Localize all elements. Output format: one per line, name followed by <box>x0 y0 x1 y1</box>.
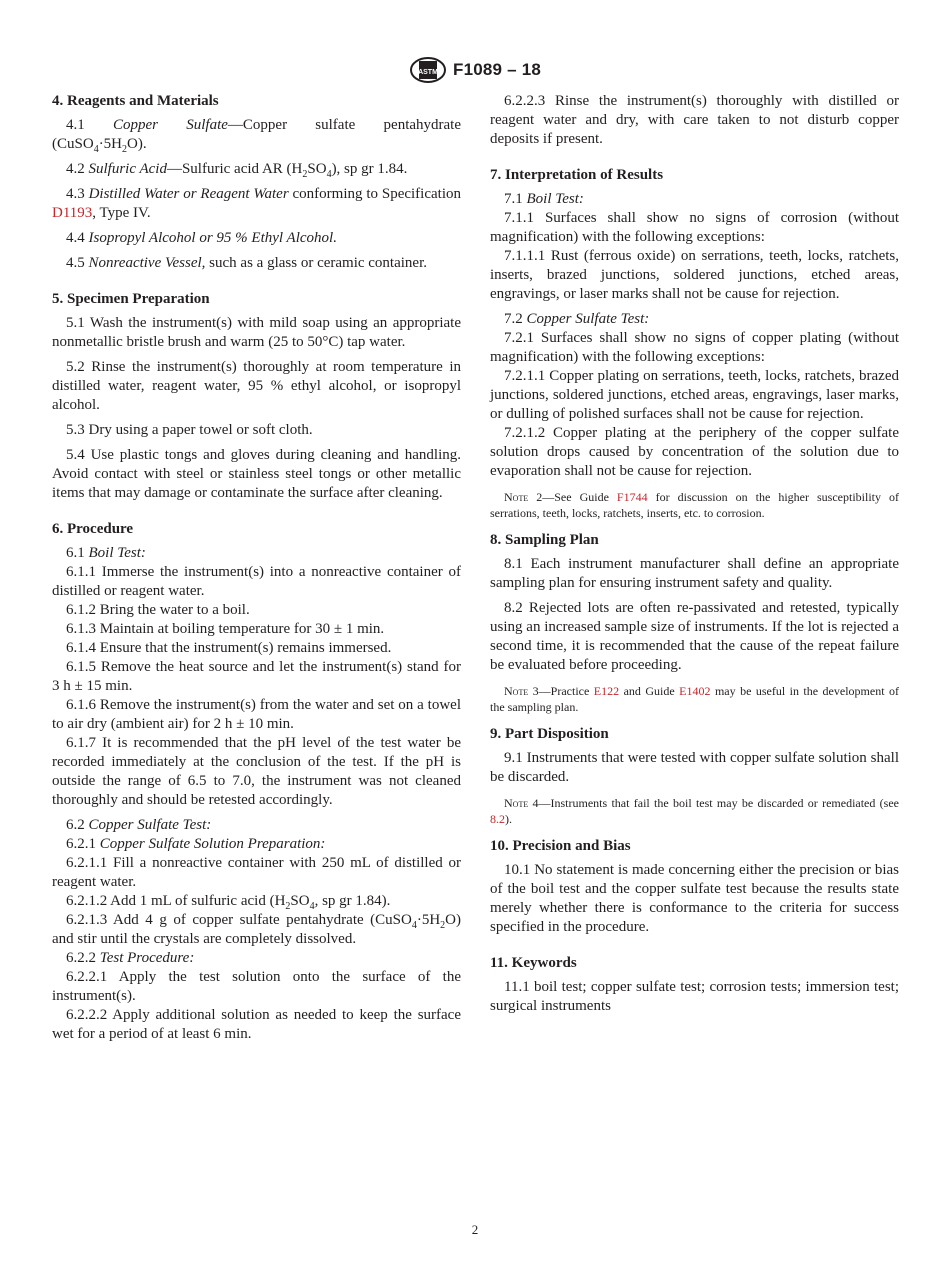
section-heading: 10. Precision and Bias <box>490 838 631 854</box>
paragraph-7-1-1: 7.1.1 Surfaces shall show no signs of corrosion (without magnification) with the following exceptions: <box>490 210 899 245</box>
paragraph-7-2-1: 7.2.1 Surfaces shall show no signs of copper plating (without magnification) with the following exceptions: <box>490 330 899 365</box>
section-heading: 6. Procedure <box>52 521 134 537</box>
section-heading: 4. Reagents and Materials <box>52 93 219 109</box>
paragraph-6-1-6: 6.1.6 Remove the instrument(s) from the water and set on a towel to air dry (ambient air) for 2 h ± 10 min. <box>52 697 461 732</box>
paragraph-4-3: 4.3 Distilled Water or Reagent Water conforming to Specification D1193, Type IV. <box>52 186 461 221</box>
right-column <box>490 92 899 1022</box>
reference-link[interactable]: 8.2 <box>490 812 505 826</box>
section-heading: 5. Specimen Preparation <box>52 291 210 307</box>
section-heading: 11. Keywords <box>490 955 577 971</box>
paragraph-8-2: 8.2 Rejected lots are often re-passivated and retested, typically using an increased sample size of instruments. If the lot is rejected a second time, it is recommended that the cause of the repeat failure be evaluated before proceeding. <box>490 600 899 673</box>
paragraph-7-2-1-1: 7.2.1.1 Copper plating on serrations, teeth, locks, ratchets, brazed junctions, soldered junctions, etched areas, engravings, laser marks, or dulling of polished surfaces shall not be cause for rejection. <box>490 368 899 422</box>
reference-link[interactable]: E1402 <box>679 684 711 698</box>
paragraph-10-1: 10.1 No statement is made concerning either the precision or bias of the boil test and the copper sulfate test because the results state merely whether there is conformance to the criteria for success specified in the procedure. <box>490 862 899 935</box>
paragraph-5-4: 5.4 Use plastic tongs and gloves during cleaning and handling. Avoid contact with steel or stainless steel tongs or other metallic items that may damage or contaminate the surface after cleaning. <box>52 447 461 501</box>
paragraph-7-2-1-2: 7.2.1.2 Copper plating at the periphery of the copper sulfate solution drops caused by concentration of the solution due to evaporation shall not be cause for rejection. <box>490 425 899 479</box>
section-heading: 7. Interpretation of Results <box>490 167 664 183</box>
paragraph-11-1: 11.1 boil test; copper sulfate test; corrosion tests; immersion test; surgical instruments <box>490 979 899 1014</box>
paragraph-5-1: 5.1 Wash the instrument(s) with mild soap using an appropriate nonmetallic bristle brush and warm (25 to 50°C) tap water. <box>52 315 461 350</box>
paragraph-4-5: 4.5 Nonreactive Vessel, such as a glass or ceramic container. <box>66 255 428 271</box>
reference-link[interactable]: F1744 <box>616 490 648 504</box>
document-designation: F1089 – 18 <box>452 60 541 79</box>
paragraph-6-2-2-1: 6.2.2.1 Apply the test solution onto the surface of the instrument(s). <box>52 969 461 1004</box>
paragraph-6-2: 6.2 Copper Sulfate Test: <box>66 817 212 833</box>
paragraph-4-1: 4.1 Copper Sulfate—Copper sulfate pentahydrate $(CuSO_4\cdot 5H_2O)$. <box>52 117 461 155</box>
section-heading: 8. Sampling Plan <box>490 532 599 548</box>
reference-link[interactable]: D1193 <box>52 205 93 221</box>
paragraph-4-4: 4.4 Isopropyl Alcohol or 95 % Ethyl Alcohol. <box>66 230 337 246</box>
paragraph-6-2-2-2: 6.2.2.2 Apply additional solution as needed to keep the surface wet for a period of at least 6 min. <box>52 1007 461 1042</box>
note-4: Note 4—Instruments that fail the boil test may be discarded or remediated (see 8.2). <box>490 796 899 826</box>
paragraph-6-2-2-3: 6.2.2.3 Rinse the instrument(s) thoroughly with distilled or reagent water and dry, with care taken to not disturb copper deposits if present. <box>490 93 899 147</box>
paragraph-8-1: 8.1 Each instrument manufacturer shall define an appropriate sampling plan for ensuring instrument safety and quality. <box>490 556 899 591</box>
paragraph-5-2: 5.2 Rinse the instrument(s) thoroughly at room temperature in distilled water, reagent water, 95 % ethyl alcohol, or isopropyl alcohol. <box>52 359 461 413</box>
section-heading: 9. Part Disposition <box>490 726 609 742</box>
paragraph-6-2-1-2: 6.2.1.2 Add 1 mL of sulfuric acid ($H_2SO_4$, sp gr 1.84). <box>66 893 391 912</box>
paragraph-6-1-1: 6.1.1 Immerse the instrument(s) into a nonreactive container of distilled or reagent water. <box>52 564 461 599</box>
paragraph-7-2: 7.2 Copper Sulfate Test: <box>504 311 650 327</box>
paragraph-6-1-5: 6.1.5 Remove the heat source and let the instrument(s) stand for 3 h ± 15 min. <box>52 659 461 694</box>
paragraph-6-2-1-3: 6.2.1.3 Add 4 g of copper sulfate pentahydrate $(CuSO_4\cdot 5H_2O)$ and stir until the crystals are completely dissolved. <box>52 912 461 947</box>
paragraph-6-1-4: 6.1.4 Ensure that the instrument(s) remains immersed. <box>66 640 392 656</box>
svg-text:ASTM: ASTM <box>418 69 438 76</box>
paragraph-7-1-1-1: 7.1.1.1 Rust (ferrous oxide) on serrations, teeth, locks, ratchets, inserts, brazed junctions, soldered junctions, etched areas, engravings, or laser marks shall not be cause for rejection. <box>490 248 899 302</box>
page-header <box>0 56 950 84</box>
reference-link[interactable]: E122 <box>593 684 620 698</box>
paragraph-6-2-2: 6.2.2 Test Procedure: <box>66 950 195 966</box>
paragraph-6-2-1-1: 6.2.1.1 Fill a nonreactive container with 250 mL of distilled or reagent water. <box>52 855 461 890</box>
paragraph-6-1-7: 6.1.7 It is recommended that the pH level of the test water be recorded immediately at the conclusion of the test. If the pH is outside the range of 6.5 to 7.0, the instrument was not cleaned thoroughly and should be retested accordingly. <box>52 735 461 808</box>
astm-logo-icon <box>409 56 447 84</box>
paragraph-9-1: 9.1 Instruments that were tested with copper sulfate solution shall be discarded. <box>490 750 899 785</box>
note-3: Note 3—Practice E122 and Guide E1402 may be useful in the development of the sampling plan. <box>490 684 899 714</box>
page-number: 2 <box>471 1222 479 1237</box>
paragraph-6-1-2: 6.1.2 Bring the water to a boil. <box>66 602 250 618</box>
paragraph-4-2: 4.2 Sulfuric Acid—Sulfuric acid AR $(H_2SO_4)$, sp gr 1.84. <box>66 161 408 180</box>
paragraph-5-3: 5.3 Dry using a paper towel or soft cloth. <box>66 422 313 438</box>
paragraph-6-1-3: 6.1.3 Maintain at boiling temperature for 30 ± 1 min. <box>66 621 385 637</box>
paragraph-6-2-1: 6.2.1 Copper Sulfate Solution Preparation: <box>66 836 326 852</box>
paragraph-6-1: 6.1 Boil Test: <box>66 545 146 561</box>
note-2: Note 2—See Guide F1744 for discussion on the higher susceptibility of serrations, teeth, locks, ratchets, inserts, etc. to corrosion. <box>490 490 900 520</box>
left-column <box>52 92 461 1044</box>
paragraph-7-1: 7.1 Boil Test: <box>504 191 584 207</box>
